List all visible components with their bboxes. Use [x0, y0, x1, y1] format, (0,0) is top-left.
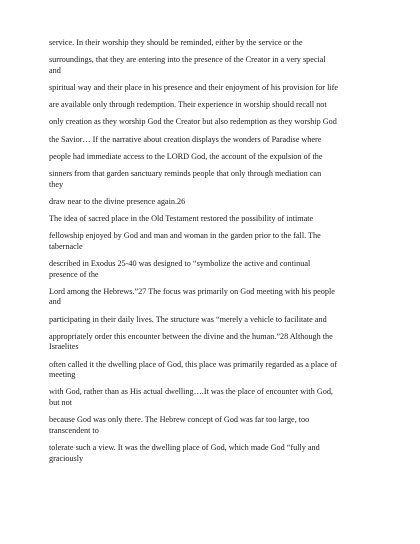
text-line: with God, rather than as His actual dwelling….It was the place of encounter with God,	[49, 387, 333, 397]
text-line: the Savior… If the narrative about creation displays the wonders of Paradise where	[49, 134, 322, 144]
text-line: service. In their worship they should be reminded, either by the service or the	[49, 38, 303, 47]
text-line: sinners from that garden sanctuary reminds people that only through mediation can	[49, 169, 322, 178]
text-line: participating in their daily lives. The structure was “merely a vehicle to facilitate and	[49, 314, 327, 324]
text-line: often called it the dwelling place of God, this place was primarily regarded as a place of	[49, 359, 338, 369]
text-line: described in Exodus 25-40 was designed to “symbolize the active and continual	[49, 259, 311, 268]
text-line: Lord among the Hebrews.”27 The focus was primarily on God meeting with his people	[49, 286, 335, 296]
text-line: are available only through redemption. Their experience in worship should recall not	[49, 100, 327, 110]
text-line: The idea of sacred place in the Old Testament restored the possibility of intimate	[49, 214, 314, 223]
text-line: spiritual way and their place in his presence and their enjoyment of his provision for life	[49, 83, 338, 92]
text-line: Israelites	[49, 342, 79, 352]
text-line: surroundings, that they are entering into the presence of the Creator in a very special	[49, 55, 326, 65]
text-line: draw near to the divine presence again.26	[49, 196, 186, 206]
text-line: transcendent to	[49, 425, 99, 435]
text-line: tabernacle	[49, 241, 83, 251]
text-line: graciously	[49, 453, 84, 463]
text-line: and	[49, 297, 61, 307]
text-line: appropriately order this encounter between the divine and the human.”28 Although the	[49, 331, 333, 341]
text-line: fellowship enjoyed by God and man and woman in the garden prior to the fall. The	[49, 231, 321, 241]
text-line: but not	[49, 398, 72, 407]
text-line: people had immediate access to the LORD God, the account of the expulsion of the	[49, 151, 323, 161]
text-line: tolerate such a view. It was the dwelling place of God, which made God “fully and	[49, 443, 320, 452]
text-line: because God was only there. The Hebrew concept of God was far too large, too	[49, 415, 310, 425]
text-line: presence of the	[49, 269, 99, 279]
text-line: and	[49, 65, 61, 75]
text-line: they	[49, 179, 64, 189]
text-line: only creation as they worship God the Creator but also redemption as they worship God	[49, 117, 337, 127]
text-line: meeting	[49, 370, 76, 380]
